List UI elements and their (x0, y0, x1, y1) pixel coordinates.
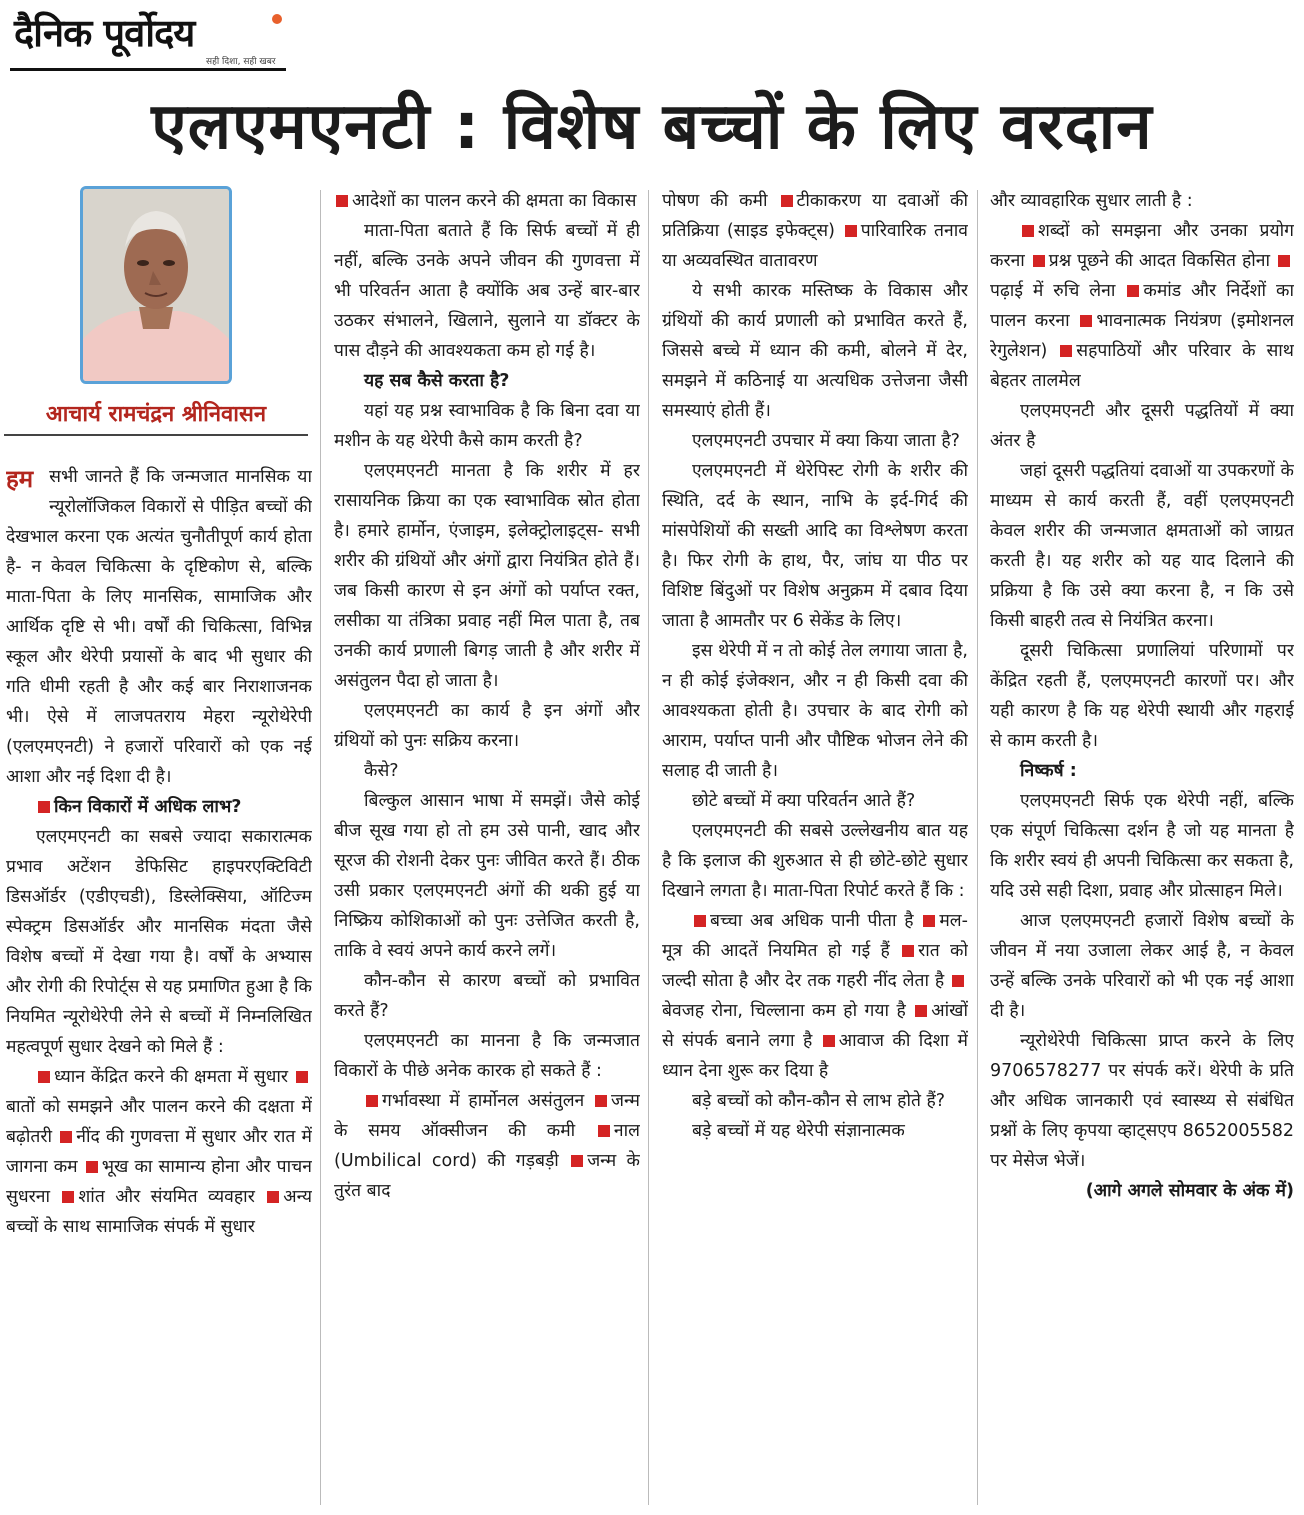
bullet-square-icon (902, 945, 914, 957)
column-divider (648, 190, 649, 1505)
masthead (10, 4, 286, 70)
body-paragraph: एलएमएनटी मानता है कि शरीर में हर रासायनिक क्रिया का एक स्वाभाविक स्रोत होता है। हमारे हार्मोन, एंजाइम, इलेक्ट्रोलाइट्स- सभी शरीर की ग्रंथियों और अंगों द्वारा नियंत्रित होते हैं। जब किसी कारण से इन अंगों को पर्याप्त रक्त, लसीका या तंत्रिका प्रवाह नहीं मिल पाता है, तब उनकी कार्य प्रणाली बिगड़ जाती है और शरीर में असंतुलन पैदा हो जाता है। (334, 461, 640, 691)
article-column-1 (6, 462, 312, 1510)
section-heading: यह सब कैसे करता है? (364, 371, 510, 391)
bullet-square-icon (923, 915, 935, 927)
bullet-square-icon (38, 801, 50, 813)
body-paragraph: एलएमएनटी सिर्फ एक थेरेपी नहीं, बल्कि एक संपूर्ण चिकित्सा दर्शन है जो यह मानता है कि शरीर स्वयं ही अपनी चिकित्सा कर सकता है, यदि उसे सही दिशा, प्रवाह और प्रोत्साहन मिले। (990, 791, 1294, 901)
body-paragraph: एलएमएनटी का कार्य है इन अंगों और ग्रंथियों को पुनः सक्रिय करना। (334, 701, 640, 751)
contact-paragraph: न्यूरोथेरेपी चिकित्सा प्राप्त करने के लिए 9706578277 पर संपर्क करें। थेरेपी के प्रति और अधिक जानकारी एवं स्वास्थ्य से संबंधित प्रश्नों के लिए कृपया व्हाट्सएप 8652005582 पर मेसेज भेजें। (990, 1031, 1294, 1171)
body-paragraph: एलएमएनटी का सबसे ज्यादा सकारात्मक प्रभाव अटेंशन डेफिसिट हाइपरएक्टिविटी डिसऑर्डर (एडीएचडी), डिस्लेक्सिया, ऑटिज्म स्पेक्ट्रम डिसऑर्डर और मानसिक मंदता जैसे विशेष बच्चों में देखा गया है। वर्षों के अभ्यास और रोगी की रिपोर्ट्स से यह प्रमाणित हुआ है कि नियमित न्यूरोथेरेपी लेने से बच्चों में निम्नलिखित महत्वपूर्ण सुधार देखने को मिले हैं : (6, 827, 312, 1057)
body-paragraph: माता-पिता बताते हैं कि सिर्फ बच्चों में ही नहीं, बल्कि उनके अपने जीवन की गुणवत्ता में भी परिवर्तन आता है क्योंकि अब उन्हें बार-बार उठकर संभालने, खिलाने, सुलाने या डॉक्टर के पास दौड़ने की आवश्यकता कम हो गई है। (334, 221, 640, 361)
continued-note: (आगे अगले सोमवार के अंक में) (1085, 1181, 1294, 1201)
bullet-square-icon (38, 1071, 50, 1083)
body-paragraph: कैसे? (364, 761, 399, 781)
newspaper-tagline: सही दिशा, सही खबर (206, 57, 276, 67)
bullet-square-icon (1022, 225, 1034, 237)
bullet-square-icon (1060, 345, 1072, 357)
bullet-square-icon (845, 225, 857, 237)
body-paragraph: और व्यावहारिक सुधार लाती है : (990, 191, 1193, 211)
author-name: आचार्य रामचंद्रन श्रीनिवासन (45, 401, 267, 427)
author-portrait-image (83, 189, 229, 381)
bullet-list: शब्दों को समझना और उनका प्रयोग करना प्रश्न पूछने की आदत विकसित होना पढ़ाई में रुचि लेना कमांड और निर्देशों का पालन करना भावनात्मक नियंत्रण (इमोशनल रेगुलेशन) सहपाठियों और परिवार के साथ बेहतर तालमेल (990, 221, 1294, 391)
body-paragraph: छोटे बच्चों में क्या परिवर्तन आते हैं? (692, 791, 916, 811)
bullet-square-icon (595, 1095, 607, 1107)
body-paragraph: एलएमएनटी और दूसरी पद्धतियों में क्या अंतर है (990, 401, 1294, 451)
author-photo (80, 186, 232, 384)
bullet-square-icon (694, 915, 706, 927)
article-column-3 (662, 186, 968, 1510)
bullet-square-icon (296, 1071, 308, 1083)
bullet-square-icon (1278, 255, 1290, 267)
bullet-square-icon (267, 1191, 279, 1203)
intro-paragraph: हम सभी जानते हैं कि जन्मजात मानसिक या न्यूरोलॉजिकल विकारों से पीड़ित बच्चों की देखभाल करना एक अत्यंत चुनौतीपूर्ण कार्य होता है- न केवल चिकित्सा के दृष्टिकोण से, बल्कि माता-पिता के लिए मानसिक, सामाजिक और आर्थिक दृष्टि से भी। वर्षों की चिकित्सा, विभिन्न स्कूल और थेरेपी प्रयासों के बाद भी सुधार की गति धीमी रहती है और कई बार निराशाजनक भी। ऐसे में लाजपतराय मेहरा न्यूरोथेरेपी (एलएमएनटी) ने हजारों परिवारों को एक नई आशा और नई दिशा दी है। (6, 465, 312, 787)
bullet-square-icon (86, 1161, 98, 1173)
logo-dot-icon (272, 14, 282, 24)
bullet-square-icon (60, 1131, 72, 1143)
column-divider (320, 190, 321, 1505)
bullet-list: ध्यान केंद्रित करने की क्षमता में सुधार बातों को समझने और पालन करने की दक्षता में बढ़ोतरी नींद की गुणवत्ता में सुधार और रात में जागना कम भूख का सामान्य होना और पाचन सुधरना शांत और संयमित व्यवहार अन्य बच्चों के साथ सामाजिक संपर्क में सुधार (6, 1067, 312, 1237)
section-heading: किन विकारों में अधिक लाभ? (6, 792, 312, 822)
bullet-square-icon (62, 1191, 74, 1203)
body-paragraph: एलएमएनटी की सबसे उल्लेखनीय बात यह है कि इलाज की शुरुआत से ही छोटे-छोटे सुधार दिखाने लगता है। माता-पिता रिपोर्ट करते हैं कि : (662, 821, 968, 901)
bullet-square-icon (915, 1005, 927, 1017)
bullet-square-icon (336, 195, 348, 207)
body-paragraph: एलएमएनटी का मानना है कि जन्मजात विकारों के पीछे अनेक कारक हो सकते हैं : (334, 1031, 640, 1081)
body-paragraph: बड़े बच्चों में यह थेरेपी संज्ञानात्मक (692, 1121, 905, 1141)
bullet-square-icon (571, 1155, 583, 1167)
bullet-square-icon (781, 195, 793, 207)
body-paragraph: एलएमएनटी में थेरेपिस्ट रोगी के शरीर की स्थिति, दर्द के स्थान, नाभि के इर्द-गिर्द की मांसपेशियों की सख्ती आदि का विश्लेषण करता है। फिर रोगी के हाथ, पैर, जांघ या पीठ पर विशिष्ट बिंदुओं पर विशेष अनुक्रम में दबाव दिया जाता है आमतौर पर 6 सेकेंड के लिए। (662, 461, 968, 631)
body-paragraph: यहां यह प्रश्न स्वाभाविक है कि बिना दवा या मशीन के यह थेरेपी कैसे काम करती है? (334, 401, 640, 451)
body-paragraph: पोषण की कमी टीकाकरण या दवाओं की प्रतिक्रिया (साइड इफेक्ट्स) पारिवारिक तनाव या अव्यवस्थित वातावरण (662, 191, 968, 271)
bullet-square-icon (1080, 315, 1092, 327)
bullet-square-icon (823, 1035, 835, 1047)
bullet-list: आदेशों का पालन करने की क्षमता का विकास (334, 186, 640, 216)
body-paragraph: बड़े बच्चों को कौन-कौन से लाभ होते हैं? (692, 1091, 946, 1111)
body-paragraph: बिल्कुल आसान भाषा में समझें। जैसे कोई बीज सूख गया हो तो हम उसे पानी, खाद और सूरज की रोशनी देकर पुनः जीवित करते हैं। ठीक उसी प्रकार एलएमएनटी अंगों की थकी हुई या निष्क्रिय कोशिकाओं को पुनः उत्तेजित करती है, ताकि वे स्वयं अपने कार्य करने लगें। (334, 791, 640, 961)
body-paragraph: एलएमएनटी उपचार में क्या किया जाता है? (692, 431, 960, 451)
bullet-square-icon (1033, 255, 1045, 267)
bullet-list: बच्चा अब अधिक पानी पीता है मल-मूत्र की आदतें नियमित हो गई हैं रात को जल्दी सोता है और देर तक गहरी नींद लेता है बेवजह रोना, चिल्लाना कम हो गया है आंखों से संपर्क बनाने लगा है आवाज की दिशा में ध्यान देना शुरू कर दिया है (662, 911, 968, 1081)
body-paragraph: दूसरी चिकित्सा प्रणालियां परिणामों पर केंद्रित रहती हैं, एलएमएनटी कारणों पर। और यही कारण है कि यह थेरेपी स्थायी और गहराई से काम करती है। (990, 641, 1294, 751)
article-headline: एलएमएनटी : विशेष बच्चों के लिए वरदान (151, 90, 1153, 164)
article-column-2 (334, 186, 640, 1510)
bullet-square-icon (598, 1125, 610, 1137)
body-paragraph: आज एलएमएनटी हजारों विशेष बच्चों के जीवन में नया उजाला लेकर आई है, न केवल उन्हें बल्कि उनके परिवारों को भी एक नई आशा दी है। (990, 911, 1294, 1021)
masthead-rule (10, 68, 286, 71)
body-paragraph: जहां दूसरी पद्धतियां दवाओं या उपकरणों के माध्यम से कार्य करती हैं, वहीं एलएमएनटी केवल शरीर की जन्मजात क्षमताओं को जाग्रत करती है। यह शरीर को यह याद दिलाने की प्रक्रिया है कि उसे क्या करना है, न कि उसे किसी बाहरी तत्व से नियंत्रित करना। (990, 461, 1294, 631)
body-paragraph: कौन-कौन से कारण बच्चों को प्रभावित करते हैं? (334, 971, 640, 1021)
bullet-square-icon (1127, 285, 1139, 297)
section-heading: निष्कर्ष : (1020, 761, 1077, 781)
author-rule (4, 434, 308, 436)
newspaper-logo: दैनिक पूर्वोदय (14, 10, 195, 55)
article-column-4 (990, 186, 1294, 1510)
bullet-square-icon (952, 975, 964, 987)
body-paragraph: ये सभी कारक मस्तिष्क के विकास और ग्रंथियों की कार्य प्रणाली को प्रभावित करते हैं, जिससे बच्चे में ध्यान की कमी, बोलने में देर, समझने में कठिनाई या अत्यधिक उत्तेजना जैसी समस्याएं होती हैं। (662, 281, 968, 421)
dropcap: हम (6, 465, 34, 493)
body-paragraph: इस थेरेपी में न तो कोई तेल लगाया जाता है, न ही कोई इंजेक्शन, और न ही किसी दवा की आवश्यकता होती है। उपचार के बाद रोगी को आराम, पर्याप्त पानी और पौष्टिक भोजन लेने की सलाह दी जाती है। (662, 641, 968, 781)
bullet-list: गर्भावस्था में हार्मोनल असंतुलन जन्म के समय ऑक्सीजन की कमी नाल (Umbilical cord) की गड़बड़ी जन्म के तुरंत बाद (334, 1091, 640, 1201)
bullet-square-icon (366, 1095, 378, 1107)
column-divider (977, 190, 978, 1505)
